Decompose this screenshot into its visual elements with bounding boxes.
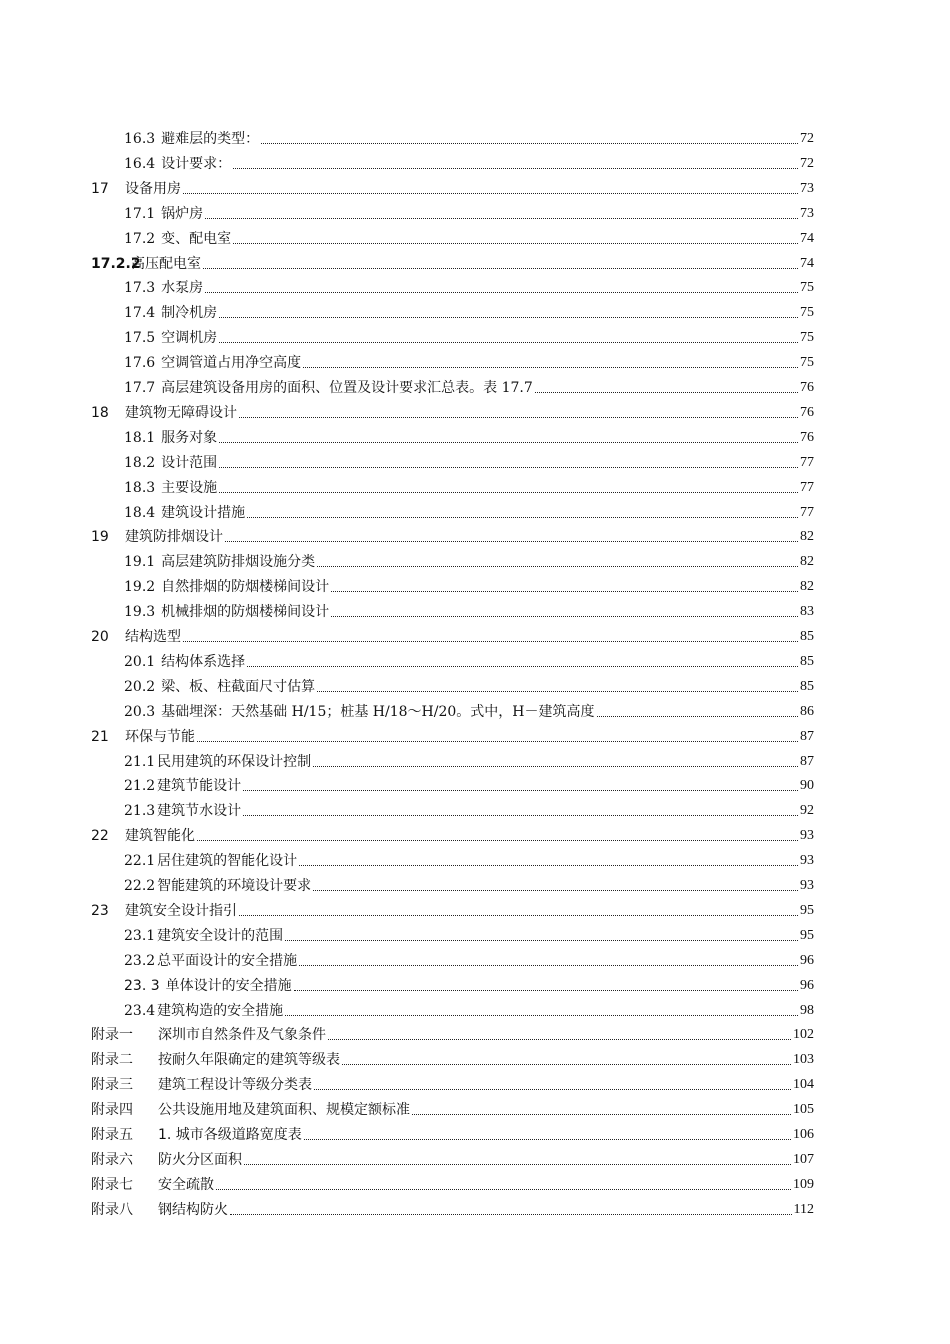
toc-entry-title (124, 678, 315, 696)
toc-entry[interactable] (124, 224, 814, 248)
dot-leader (205, 218, 798, 219)
toc-entry-title (91, 728, 195, 746)
toc-entry-text: 总平面设计的安全措施 (157, 952, 298, 969)
toc-entry-text: 建筑安全设计指引 (125, 902, 237, 919)
toc-entry[interactable] (124, 199, 814, 223)
toc-entry-page: 105 (793, 1102, 814, 1118)
toc-entry-text: 建筑工程设计等级分类表 (158, 1077, 312, 1094)
dot-leader (233, 243, 798, 244)
toc-entry-text: 空调管道占用净空高度 (161, 355, 302, 372)
toc-entry-number: 18.1 (124, 429, 156, 446)
toc-entry-page: 75 (800, 330, 814, 346)
toc-entry[interactable] (124, 572, 814, 596)
dot-leader (304, 1139, 791, 1140)
toc-entry-page: 77 (800, 479, 814, 495)
dot-leader (239, 915, 798, 916)
dot-leader (205, 292, 798, 293)
toc-entry-title (91, 1076, 312, 1094)
toc-entry-page: 87 (800, 753, 814, 769)
toc-entry[interactable] (124, 498, 814, 522)
toc-entry-text: 设计要求： (161, 155, 232, 172)
toc-entry-page: 82 (800, 529, 814, 545)
toc-entry-page: 83 (800, 604, 814, 620)
toc-entry-text: 建筑设计措施 (161, 504, 246, 521)
toc-entry[interactable] (124, 647, 814, 671)
toc-entry-number: 18.2 (124, 454, 156, 471)
toc-entry-page: 77 (800, 454, 814, 470)
toc-entry-number: 20 (91, 629, 109, 645)
toc-entry-title (91, 1026, 326, 1044)
toc-entry-title (124, 553, 315, 571)
dot-leader (203, 268, 798, 269)
toc-entry-text: 建筑物无障碍设计 (125, 404, 237, 421)
toc-entry[interactable] (124, 473, 814, 497)
toc-entry-text: 自然排烟的防烟楼梯间设计 (161, 579, 330, 596)
toc-entry-title (91, 628, 181, 646)
toc-entry-number: 22.2 (124, 878, 156, 894)
toc-entry-page: 72 (800, 131, 814, 146)
toc-entry-text: 制冷机房 (161, 305, 218, 322)
dot-leader (314, 1089, 791, 1090)
toc-entry-text: 建筑节能设计 (157, 778, 242, 795)
toc-entry-text: 机械排烟的防烟楼梯间设计 (161, 604, 330, 621)
toc-entry-page: 90 (800, 778, 814, 794)
toc-entry-page: 82 (800, 579, 814, 595)
toc-entry[interactable] (124, 971, 814, 995)
dot-leader (317, 566, 798, 567)
toc-entry-number: 16.4 (124, 155, 156, 172)
dot-leader (219, 442, 798, 443)
toc-entry-page: 112 (793, 1201, 814, 1217)
toc-entry[interactable] (124, 946, 814, 970)
toc-entry[interactable] (91, 622, 814, 646)
dot-leader (412, 1114, 791, 1115)
toc-entry-page: 86 (800, 703, 814, 719)
toc-entry[interactable] (91, 1145, 814, 1169)
dot-leader (219, 492, 798, 493)
dot-leader (219, 467, 798, 468)
toc-entry-title (124, 130, 259, 148)
toc-entry[interactable] (124, 547, 814, 571)
dot-leader (233, 168, 798, 169)
dot-leader (317, 691, 798, 692)
toc-entry[interactable] (91, 1195, 814, 1219)
toc-entry-number: 21.2 (124, 778, 156, 795)
toc-entry-number: 22.1 (124, 853, 156, 870)
dot-leader (243, 815, 798, 816)
toc-entry[interactable] (91, 1045, 814, 1069)
toc-entry[interactable] (124, 846, 814, 870)
toc-entry-page: 74 (800, 230, 814, 246)
toc-entry[interactable] (124, 423, 814, 447)
toc-entry-page: 93 (800, 878, 814, 893)
dot-leader (243, 790, 798, 791)
toc-entry-number: 17.4 (124, 305, 156, 322)
toc-entry-page: 96 (800, 952, 814, 968)
dot-leader (183, 193, 798, 194)
toc-entry-text: 高层建筑防排烟设施分类 (161, 554, 316, 571)
toc-entry-number: 17.7 (124, 380, 156, 396)
toc-entry-text: 变、配电室 (161, 230, 232, 247)
toc-entry-page: 82 (800, 554, 814, 570)
toc-entry-number: 20.3 (124, 703, 156, 720)
toc-entry-number: 附录七 (91, 1176, 133, 1193)
toc-entry-page: 93 (800, 853, 814, 869)
toc-entry[interactable] (91, 1070, 814, 1094)
dot-leader (261, 143, 798, 144)
toc-entry[interactable] (91, 896, 814, 920)
toc-entry-text: 基础埋深：天然基础 H/15；桩基 H/18～H/20。式中，H－建筑高度 (161, 703, 595, 720)
toc-entry[interactable] (91, 1120, 814, 1144)
toc-entry-number: 18.3 (124, 479, 156, 496)
toc-entry-page: 95 (800, 927, 814, 943)
toc-entry-number: 附录六 (91, 1151, 133, 1168)
toc-entry-text: 梁、板、柱截面尺寸估算 (161, 678, 316, 695)
dot-leader (331, 616, 798, 617)
toc-entry-text: 结构选型 (125, 629, 181, 645)
toc-entry-title (91, 902, 237, 920)
toc-entry-title (124, 155, 231, 173)
toc-entry-text: 建筑构造的安全措施 (157, 1002, 284, 1019)
toc-entry-page: 75 (800, 305, 814, 321)
dot-leader (285, 940, 798, 941)
toc-entry[interactable] (124, 771, 814, 795)
toc-entry-page: 76 (800, 404, 814, 420)
toc-entry-text: 主要设施 (161, 479, 218, 496)
toc-entry-title (124, 703, 595, 721)
toc-entry[interactable] (124, 448, 814, 472)
toc-entry-number: 附录四 (91, 1102, 133, 1119)
toc-entry-number: 23. 3 (124, 977, 160, 994)
toc-entry-page: 72 (800, 155, 814, 171)
toc-entry-number: 23.2 (124, 952, 156, 969)
dot-leader (239, 417, 798, 418)
toc-entry[interactable] (124, 921, 814, 945)
dot-leader (303, 367, 798, 368)
toc-entry-number: 21 (91, 728, 109, 745)
dot-leader (247, 666, 798, 667)
toc-entry-number: 23.1 (124, 927, 156, 944)
toc-entry-text: 高压配电室 (131, 255, 201, 272)
toc-entry-title (91, 1201, 228, 1219)
toc-entry-title (124, 927, 283, 945)
dot-leader (230, 1214, 792, 1215)
dot-leader (313, 766, 798, 767)
toc-entry-page: 73 (800, 205, 814, 221)
toc-entry-title (124, 379, 533, 397)
toc-entry-title (124, 877, 311, 895)
toc-entry-title (124, 205, 203, 223)
dot-leader (535, 392, 798, 393)
toc-entry[interactable] (124, 597, 814, 621)
toc-entry-title (124, 304, 217, 322)
toc-entry-page: 74 (800, 255, 814, 271)
toc-entry-text: 建筑节水设计 (157, 803, 242, 820)
toc-entry[interactable] (91, 1020, 814, 1044)
toc-entry-page: 73 (800, 180, 814, 196)
toc-entry-title (124, 777, 241, 795)
dot-leader (331, 591, 798, 592)
toc-entry-page: 75 (800, 280, 814, 296)
toc-entry-title (91, 1101, 410, 1119)
toc-entry-page: 96 (800, 977, 814, 993)
toc-entry-text: 设备用房 (125, 180, 181, 197)
toc-entry-text: 居住建筑的智能化设计 (157, 853, 298, 870)
toc-entry-number: 16.3 (124, 131, 156, 147)
toc-entry-page: 75 (800, 355, 814, 371)
dot-leader (219, 317, 798, 318)
toc-entry-page: 98 (800, 1002, 814, 1018)
toc-entry[interactable] (124, 672, 814, 696)
toc-entry[interactable] (124, 323, 814, 347)
toc-entry[interactable] (124, 747, 814, 771)
toc-entry-page: 92 (800, 803, 814, 819)
dot-leader (197, 741, 798, 742)
toc-entry-page: 102 (793, 1027, 814, 1043)
toc-entry-number: 21.3 (124, 803, 156, 820)
toc-entry[interactable] (91, 821, 814, 845)
toc-entry[interactable] (124, 149, 814, 173)
toc-entry[interactable] (91, 722, 814, 746)
toc-entry-text: 防火分区面积 (158, 1151, 242, 1168)
toc-entry-page: 109 (793, 1176, 814, 1192)
toc-entry-page: 93 (800, 828, 814, 844)
toc-entry-number: 附录八 (91, 1201, 133, 1218)
toc-entry-text: 按耐久年限确定的建筑等级表 (158, 1052, 340, 1069)
toc-entry[interactable] (91, 522, 814, 546)
toc-entry-number: 17.2.2 (91, 255, 141, 272)
toc-entry-page: 85 (800, 629, 814, 644)
toc-entry-page: 77 (800, 504, 814, 520)
toc-entry-text: 空调机房 (161, 330, 218, 347)
toc-entry-page: 106 (793, 1127, 814, 1142)
toc-entry-title (91, 255, 201, 273)
toc-entry-title (91, 1126, 302, 1144)
toc-entry-text: 水泵房 (161, 280, 204, 297)
toc-entry[interactable] (124, 697, 814, 721)
toc-entry-title (124, 578, 329, 596)
toc-entry[interactable] (124, 298, 814, 322)
dot-leader (299, 965, 798, 966)
toc-entry[interactable] (124, 373, 814, 397)
toc-entry-title (124, 329, 217, 347)
toc-entry-page: 103 (793, 1052, 814, 1068)
toc-entry[interactable] (124, 996, 814, 1020)
toc-entry-number: 23 (91, 902, 109, 919)
dot-leader (313, 890, 798, 891)
toc-entry-text: 建筑防排烟设计 (125, 529, 223, 546)
toc-entry[interactable] (124, 124, 814, 148)
toc-entry-title (124, 753, 311, 771)
toc-entry-title (124, 479, 217, 497)
toc-entry-title (124, 603, 329, 621)
toc-entry-page: 104 (793, 1077, 814, 1093)
toc-entry-title (124, 454, 217, 472)
toc-entry-title (124, 802, 241, 820)
toc-entry-number: 19 (91, 529, 109, 546)
toc-entry-text: 设计范围 (161, 454, 218, 471)
toc-entry-title (91, 1176, 214, 1194)
toc-entry-number: 18 (91, 404, 109, 421)
dot-leader (244, 1164, 791, 1165)
toc-entry-number: 附录二 (91, 1052, 133, 1069)
toc-entry-number: 19.1 (124, 554, 156, 571)
toc-entry-text: 深圳市自然条件及气象条件 (158, 1027, 326, 1044)
toc-entry-page: 76 (800, 429, 814, 445)
toc-entry-text: 锅炉房 (161, 205, 204, 222)
dot-leader (197, 840, 798, 841)
dot-leader (183, 641, 798, 642)
toc-entry-page: 95 (800, 902, 814, 918)
toc-entry[interactable] (91, 1170, 814, 1194)
dot-leader (328, 1039, 791, 1040)
toc-entry-number: 17.2 (124, 230, 156, 247)
toc-entry-number: 20.1 (124, 653, 156, 670)
toc-entry-number: 20.2 (124, 678, 156, 695)
toc-entry-number: 19.2 (124, 579, 156, 596)
toc-entry-page: 85 (800, 653, 814, 669)
toc-entry-title (124, 230, 231, 248)
toc-entry-title (124, 1002, 283, 1020)
toc-entry-text: 公共设施用地及建筑面积、规模定额标准 (158, 1102, 410, 1119)
toc-entry-number: 23.4 (124, 1002, 156, 1019)
dot-leader (299, 865, 798, 866)
dot-leader (285, 1015, 798, 1016)
toc-entry-page: 87 (800, 728, 814, 744)
dot-leader (597, 716, 798, 717)
toc-entry-number: 17 (91, 180, 109, 197)
toc-entry-text: 民用建筑的环保设计控制 (157, 753, 312, 770)
toc-entry-page: 76 (800, 380, 814, 395)
toc-entry-title (91, 404, 237, 422)
toc-entry-text: 智能建筑的环境设计要求 (157, 878, 312, 894)
toc-entry[interactable] (124, 796, 814, 820)
toc-entry-text: 建筑智能化 (125, 828, 195, 845)
toc-entry-text: 单体设计的安全措施 (165, 977, 292, 994)
toc-entry-title (124, 852, 297, 870)
toc-entry-text: 结构体系选择 (161, 653, 246, 670)
toc-entry-text: 环保与节能 (125, 728, 195, 745)
toc-entry-text: 服务对象 (161, 429, 218, 446)
toc-entry-number: 22 (91, 828, 109, 845)
dot-leader (247, 517, 798, 518)
dot-leader (342, 1064, 791, 1065)
toc-entry-text: 钢结构防火 (158, 1201, 228, 1218)
dot-leader (216, 1189, 791, 1190)
toc-entry-number: 附录一 (91, 1027, 133, 1044)
toc-entry[interactable] (91, 398, 814, 422)
toc-entry-title (124, 952, 297, 970)
toc-entry[interactable] (91, 249, 814, 273)
toc-entry-title (91, 1151, 242, 1169)
toc-entry-title (124, 653, 245, 671)
toc-entry-title (124, 977, 292, 995)
toc-entry-title (91, 528, 223, 546)
dot-leader (225, 541, 798, 542)
toc-entry-title (124, 354, 301, 372)
toc-entry-text: 1. 城市各级道路宽度表 (158, 1127, 302, 1143)
toc-entry-text: 安全疏散 (158, 1176, 214, 1193)
toc-entry-text: 避难层的类型： (161, 131, 260, 147)
toc-entry-title (124, 279, 203, 297)
toc-entry-number: 19.3 (124, 604, 156, 621)
toc-entry-page: 107 (793, 1151, 814, 1167)
toc-entry-number: 18.4 (124, 504, 156, 521)
toc-entry-number: 17.5 (124, 330, 156, 347)
toc-entry-number: 17.1 (124, 205, 156, 222)
toc-entry-title (124, 504, 245, 522)
dot-leader (294, 990, 798, 991)
toc-entry-number: 附录三 (91, 1077, 133, 1094)
toc-entry-page: 85 (800, 678, 814, 694)
toc-entry[interactable] (91, 174, 814, 198)
toc-entry-number: 17.3 (124, 280, 156, 297)
toc-entry[interactable] (124, 273, 814, 297)
toc-entry-title (91, 180, 181, 198)
toc-entry[interactable] (91, 1095, 814, 1119)
toc-entry-number: 附录五 (91, 1127, 133, 1143)
toc-entry-title (124, 429, 217, 447)
dot-leader (219, 342, 798, 343)
toc-entry[interactable] (124, 348, 814, 372)
toc-entry-title (91, 827, 195, 845)
toc-entry-text: 高层建筑设备用房的面积、位置及设计要求汇总表。表 17.7 (161, 380, 533, 396)
toc-entry-number: 17.6 (124, 355, 156, 372)
toc-entry-title (91, 1051, 340, 1069)
toc-entry-number: 21.1 (124, 753, 156, 770)
toc-entry[interactable] (124, 871, 814, 895)
toc-entry-text: 建筑安全设计的范围 (157, 927, 284, 944)
